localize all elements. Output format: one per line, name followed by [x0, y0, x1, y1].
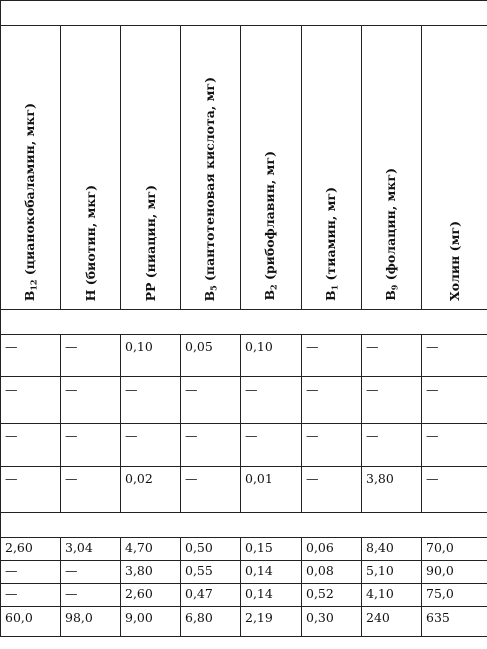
table-cell: —	[422, 377, 487, 424]
table-row	[1, 467, 487, 513]
table-cell: —	[181, 377, 241, 424]
table-cell: —	[362, 377, 422, 424]
table-cell: —	[1, 377, 61, 424]
header-pp	[121, 26, 181, 310]
table-cell: —	[181, 424, 241, 467]
table-cell: 0,10	[121, 335, 181, 377]
table-cell: —	[121, 377, 181, 424]
table-cell: 0,52	[302, 584, 362, 607]
header-b5	[181, 26, 241, 310]
header-pp-label: РР (ниацин, мг)	[143, 184, 158, 301]
table-cell: 9,00	[121, 607, 181, 637]
table-cell: 60,0	[1, 607, 61, 637]
table-cell: 3,80	[362, 467, 422, 513]
section-spacer-cell	[1, 513, 487, 538]
table-cell: 0,14	[241, 561, 302, 584]
header-b12	[1, 26, 61, 310]
table-cell: —	[241, 424, 302, 467]
header-b1-label: $B_1$ (тиамин, мг)	[322, 187, 340, 301]
header-choline-label: Холин (мг)	[447, 221, 462, 301]
header-b5-label: $B_5$ (пантотеновая кислота, мг)	[201, 76, 219, 301]
table-cell: 240	[362, 607, 422, 637]
table-top-spacer-row	[1, 1, 487, 26]
table-cell: —	[1, 561, 61, 584]
header-row	[1, 26, 487, 310]
table-cell: 0,05	[181, 335, 241, 377]
table-cell: 0,30	[302, 607, 362, 637]
table-cell: 0,50	[181, 538, 241, 561]
table-cell: 2,60	[121, 584, 181, 607]
table-cell: 4,10	[362, 584, 422, 607]
table-cell: 5,10	[362, 561, 422, 584]
table-cell: —	[181, 467, 241, 513]
table-cell: 0,15	[241, 538, 302, 561]
table-cell: 4,70	[121, 538, 181, 561]
header-b2-label: $B_2$ (рибофлавин, мг)	[262, 151, 279, 301]
table-row	[1, 538, 487, 561]
table-cell: 98,0	[61, 607, 121, 637]
table-cell: —	[422, 467, 487, 513]
table-cell: 75,0	[422, 584, 487, 607]
table-cell: 70,0	[422, 538, 487, 561]
header-choline	[422, 26, 487, 310]
header-h-label: Н (биотин, мкг)	[83, 184, 98, 301]
table-cell: —	[1, 467, 61, 513]
table-cell: 2,19	[241, 607, 302, 637]
table-cell: 8,40	[362, 538, 422, 561]
table-row	[1, 561, 487, 584]
table-row	[1, 335, 487, 377]
table-cell: 3,80	[121, 561, 181, 584]
table-cell: 0,10	[241, 335, 302, 377]
table-cell: —	[61, 377, 121, 424]
table-cell: —	[121, 424, 181, 467]
table-cell: 0,01	[241, 467, 302, 513]
table-cell: —	[61, 335, 121, 377]
header-b2	[241, 26, 302, 310]
header-b9	[362, 26, 422, 310]
section-spacer-row	[1, 513, 487, 538]
table-cell: 0,08	[302, 561, 362, 584]
table-cell: 0,06	[302, 538, 362, 561]
table-cell: —	[302, 424, 362, 467]
header-h	[61, 26, 121, 310]
section-spacer-row	[1, 310, 487, 335]
table-row	[1, 424, 487, 467]
table-cell: —	[362, 335, 422, 377]
table-cell: —	[302, 335, 362, 377]
section-spacer-cell	[1, 310, 487, 335]
table-cell: 2,60	[1, 538, 61, 561]
table-cell: —	[61, 467, 121, 513]
table-cell: —	[1, 335, 61, 377]
table-cell: —	[1, 424, 61, 467]
table-row	[1, 584, 487, 607]
table-cell: —	[302, 377, 362, 424]
table-cell: —	[422, 335, 487, 377]
table-cell: 6,80	[181, 607, 241, 637]
table-cell: —	[61, 424, 121, 467]
table-top-spacer-cell	[1, 1, 487, 26]
table-cell: 0,02	[121, 467, 181, 513]
header-b1	[302, 26, 362, 310]
table-cell: 0,55	[181, 561, 241, 584]
table-cell: —	[241, 377, 302, 424]
table-row	[1, 377, 487, 424]
header-b9-label: $B_9$ (фолацин, мкг)	[382, 168, 400, 301]
table-cell: —	[422, 424, 487, 467]
table-cell: 90,0	[422, 561, 487, 584]
header-b12-label: $B_{12}$ (цианокобаламин, мкг)	[21, 102, 39, 301]
table-cell: —	[362, 424, 422, 467]
table-cell: —	[302, 467, 362, 513]
table-cell: 635	[422, 607, 487, 637]
table-row	[1, 607, 487, 637]
table-cell: —	[1, 584, 61, 607]
table-cell: —	[61, 584, 121, 607]
table-cell: 0,47	[181, 584, 241, 607]
table-cell: 3,04	[61, 538, 121, 561]
table-cell: —	[61, 561, 121, 584]
table-cell: 0,14	[241, 584, 302, 607]
